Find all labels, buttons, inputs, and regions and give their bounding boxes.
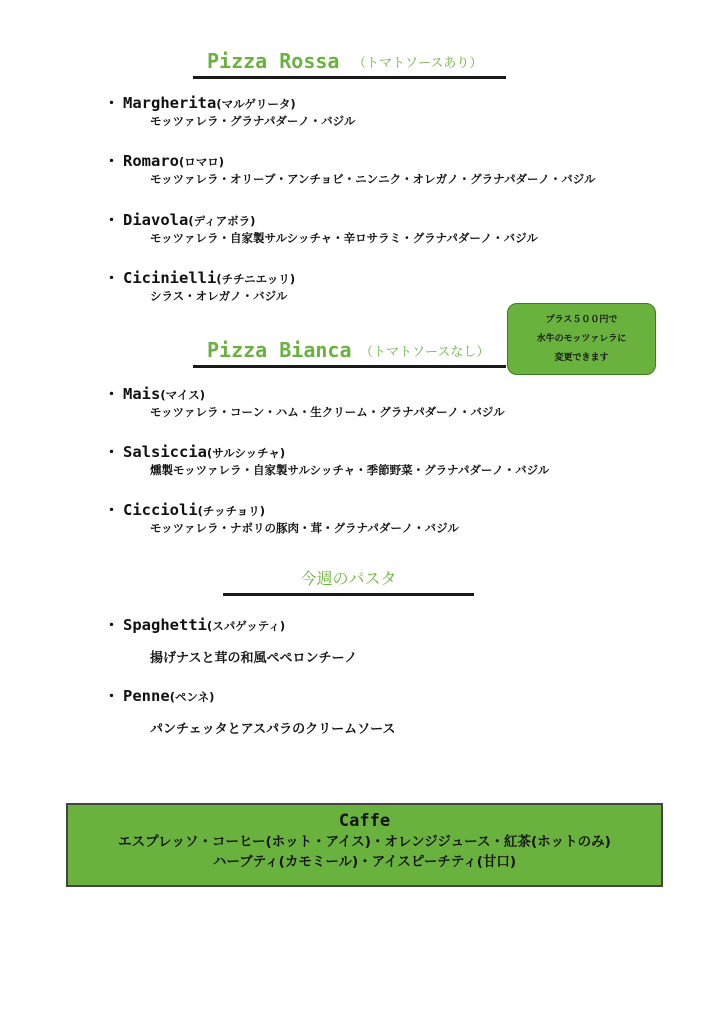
item-description: モッツァレラ・グラナパダーノ・バジル [150,114,356,128]
item-name: Romaro [123,152,180,170]
item-kana: (チチニエッリ) [216,272,296,286]
pizza-bianca-title: Pizza Bianca [207,338,352,362]
pizza-bianca-header [193,339,506,368]
note-line: 変更できます [554,352,609,363]
caffe-title: Caffe [338,811,391,831]
item-description: モッツァレラ・ナポリの豚肉・茸・グラナパダーノ・バジル [150,521,459,535]
item-kana: (マルゲリータ) [216,97,296,111]
note-line: プラス５００円で [545,314,618,325]
menu-item-margherita [104,93,355,129]
caffe-drinks-line: ハーブティ(カモミール)・アイスピーチティ(甘口) [212,854,517,870]
item-description: 燻製モッツァレラ・自家製サルシッチャ・季節野菜・グラナパダーノ・バジル [150,463,550,477]
pizza-bianca-subtitle: （トマトソースなし） [360,345,490,360]
bullet: ・ [104,211,120,229]
menu-item-cicinielli [104,268,295,304]
menu-item-diavola [104,210,538,246]
bullet: ・ [104,269,120,287]
bullet: ・ [104,501,120,519]
bullet: ・ [104,443,120,461]
bullet: ・ [104,94,120,112]
item-description: モッツァレラ・コーン・ハム・生クリーム・グラナパダーノ・バジル [150,405,505,419]
weekly-pasta-title: 今週のパスタ [300,569,397,588]
item-name: Ciccioli [123,501,198,519]
pizza-rossa-header [193,50,506,79]
caffe-drinks-line: エスプレッソ・コーヒー(ホット・アイス)・オレンジジュース・紅茶(ホットのみ) [118,834,611,850]
caffe-drinks-box [66,803,663,887]
item-name: Spaghetti [123,616,208,634]
pizza-rossa-title: Pizza Rossa [207,49,340,73]
item-kana: (チッチョリ) [197,504,265,518]
item-kana: (ディアボラ) [188,214,256,228]
item-description: モッツァレラ・自家製サルシッチャ・辛ロサラミ・グラナパダーノ・バジル [150,231,538,245]
bullet: ・ [104,687,120,705]
mozzarella-upgrade-note [507,303,656,375]
item-name: Cicinielli [123,269,217,287]
item-kana: (ロマロ) [179,155,225,169]
bullet: ・ [104,616,120,634]
weekly-pasta-header [223,567,474,596]
menu-item-penne [104,686,395,737]
item-description: モッツァレラ・オリーブ・アンチョビ・ニンニク・オレガノ・グラナパダーノ・バジル [150,172,596,186]
item-name: Penne [123,687,170,705]
item-description: パンチェッタとアスパラのクリームソース [150,722,396,737]
item-description: 揚げナスと茸の和風ペペロンチーノ [150,651,358,666]
bullet: ・ [104,385,120,403]
bullet: ・ [104,152,120,170]
item-name: Diavola [123,211,189,229]
menu-item-salsiccia [104,442,549,478]
menu-item-ciccioli [104,500,459,536]
item-description: シラス・オレガノ・バジル [150,289,288,303]
item-name: Margherita [123,94,217,112]
item-kana: (ペンネ) [169,690,215,704]
menu-item-romaro [104,151,595,187]
item-kana: (スパゲッティ) [207,619,286,633]
pizza-rossa-subtitle: （トマトソースあり） [353,56,483,71]
item-kana: (サルシッチャ) [207,446,286,460]
menu-item-mais [104,384,505,420]
item-name: Mais [123,385,161,403]
item-kana: (マイス) [160,388,206,402]
item-name: Salsiccia [123,443,208,461]
note-line: 水牛のモッツァレラに [536,333,627,344]
menu-item-spaghetti [104,615,357,666]
